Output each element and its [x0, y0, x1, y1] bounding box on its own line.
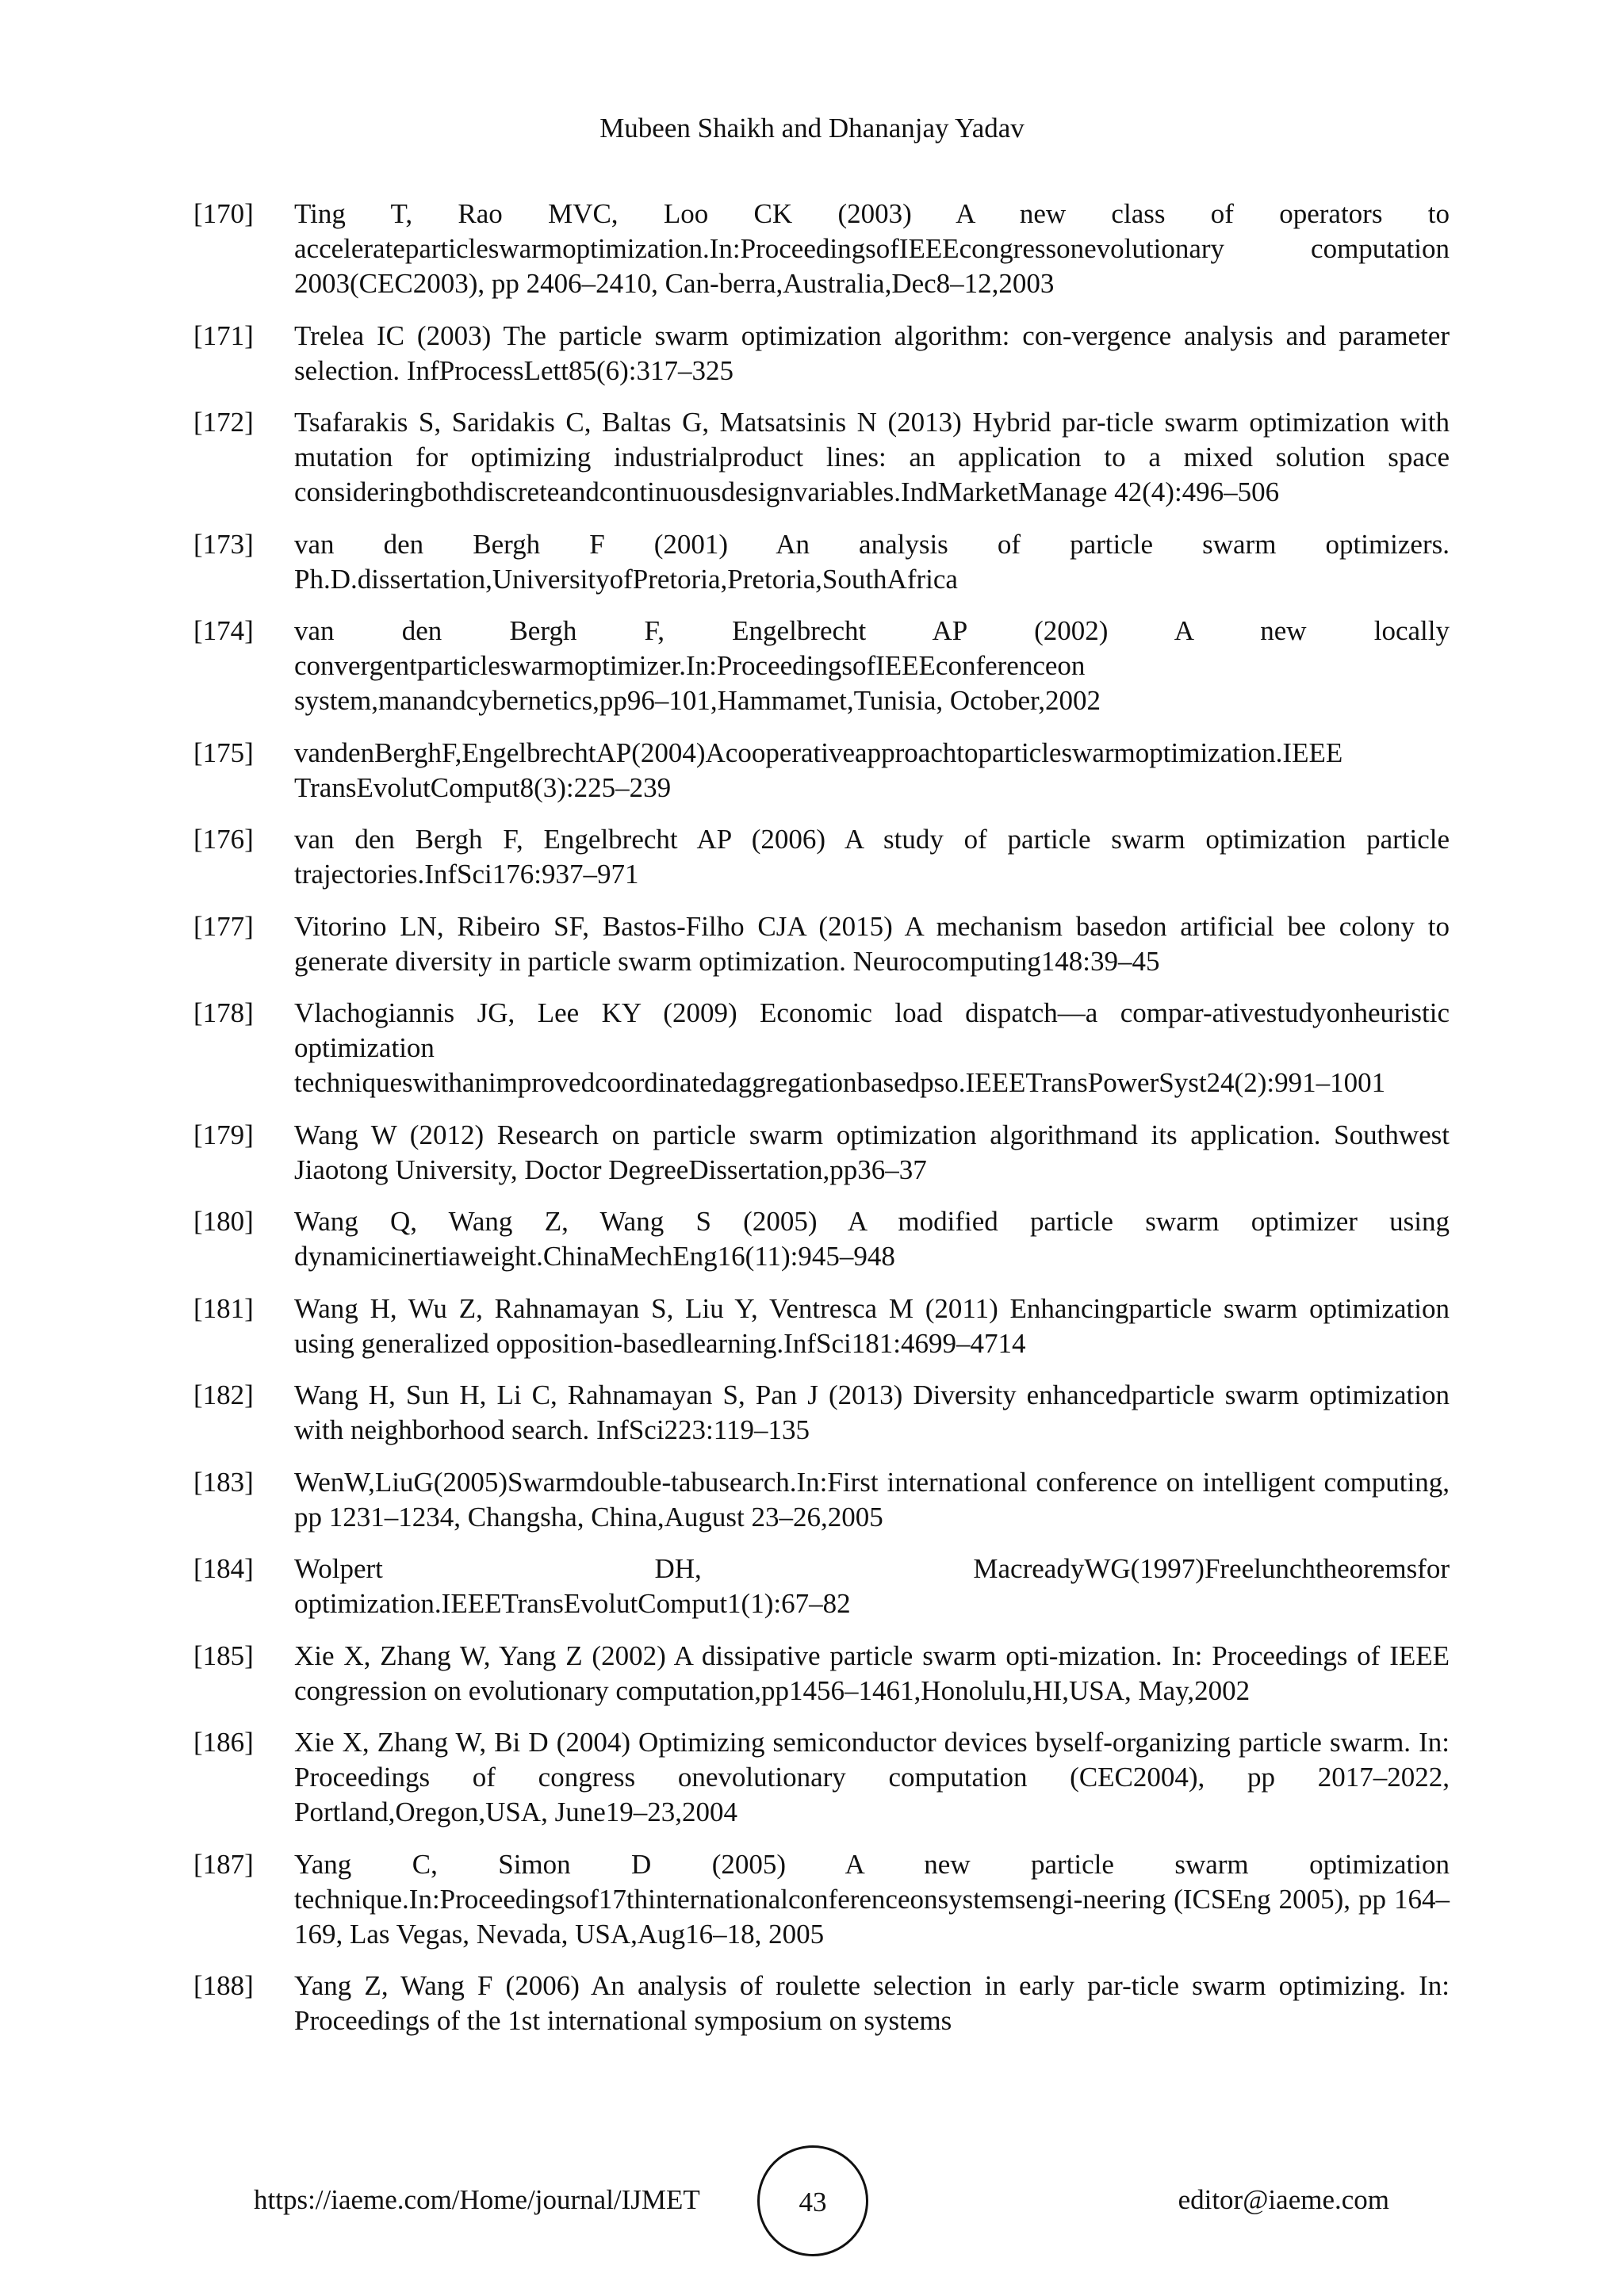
reference-text: Xie X, Zhang W, Bi D (2004) Optimizing semiconductor devices byself-organizing particle swarm. In: Proceedings of congress onevolutionary computation (CEC2004), pp 2017–2022, Portland,Oregon,USA, June19–23,2004: [294, 1727, 1450, 1827]
reference-number: [182]: [193, 1380, 254, 1410]
reference-text: Wolpert DH, MacreadyWG(1997)Freelunchtheoremsfor optimization.IEEETransEvolutComput1(1):67–82: [294, 1553, 1450, 1619]
reference-number: [178]: [193, 997, 254, 1028]
reference-number: [172]: [193, 407, 254, 438]
page-number: 43: [799, 2187, 827, 2218]
reference-item: [193, 1118, 1450, 1188]
reference-number: [180]: [193, 1206, 254, 1237]
reference-text: Ting T, Rao MVC, Loo CK (2003) A new class of operators to accelerateparticleswarmoptimization.In:ProceedingsofIEEEcongressonevolutionary computation 2003(CEC2003), pp 2406–2410, Can-berra,Australia,Dec8–12,2003: [294, 198, 1450, 299]
reference-number: [170]: [193, 198, 254, 229]
reference-text: Wang W (2012) Research on particle swarm optimization algorithmand its application. Southwest Jiaotong University, Doctor DegreeDissertation,pp36–37: [294, 1119, 1450, 1185]
reference-item: [193, 1292, 1450, 1361]
reference-item: [193, 1969, 1450, 2038]
reference-number: [174]: [193, 615, 254, 646]
reference-text: Xie X, Zhang W, Yang Z (2002) A dissipative particle swarm opti-mization. In: Proceedings of IEEE congression on evolutionary computation,pp1456–1461,Honolulu,HI,USA, May,2002: [294, 1640, 1450, 1706]
reference-item: [193, 1378, 1450, 1448]
running-header: Mubeen Shaikh and Dhananjay Yadav: [599, 113, 1025, 144]
reference-number: [179]: [193, 1119, 254, 1150]
reference-number: [186]: [193, 1727, 254, 1758]
reference-text: Wang Q, Wang Z, Wang S (2005) A modified particle swarm optimizer using dynamicinertiaweight.ChinaMechEng16(11):945–948: [294, 1206, 1450, 1272]
reference-item: [193, 319, 1450, 388]
reference-text: Vlachogiannis JG, Lee KY (2009) Economic load dispatch—a compar-ativestudyonheuristic optimization techniqueswithanimprovedcoordinatedaggregationbasedpso.IEEETransPowerSyst24(2):991–1001: [294, 997, 1450, 1098]
reference-item: [193, 1204, 1450, 1274]
page-footer: [0, 2145, 1624, 2256]
reference-text: Tsafarakis S, Saridakis C, Baltas G, Matsatsinis N (2013) Hybrid par-ticle swarm optimization with mutation for optimizing industrialproduct lines: an application to a mixed solution space consideringbothdiscreteandcontinuousdesignvariables.IndMarketManage 42(4):496–506: [294, 407, 1450, 507]
reference-number: [173]: [193, 528, 254, 560]
reference-item: [193, 822, 1450, 892]
reference-item: [193, 405, 1450, 510]
reference-number: [185]: [193, 1640, 254, 1671]
reference-text: Yang C, Simon D (2005) A new particle swarm optimization technique.In:Proceedingsof17thinternationalconferenceonsystemsengi-neering (ICSEng 2005), pp 164–169, Las Vegas, Nevada, USA,Aug16–18, 2005: [294, 1848, 1450, 1950]
reference-number: [171]: [193, 320, 254, 351]
reference-item: [193, 736, 1450, 806]
reference-text: WenW,LiuG(2005)Swarmdouble-tabusearch.In:First international conference on intelligent computing, pp 1231–1234, Changsha, China,August 23–26,2005: [294, 1466, 1450, 1533]
reference-item: [193, 1847, 1450, 1952]
reference-item: [193, 1639, 1450, 1709]
reference-text: van den Bergh F, Engelbrecht AP (2006) A study of particle swarm optimization particle trajectories.InfSci176:937–971: [294, 824, 1450, 890]
reference-text: Trelea IC (2003) The particle swarm optimization algorithm: con-vergence analysis and parameter selection. InfProcessLett85(6):317–325: [294, 320, 1450, 386]
reference-item: [193, 614, 1450, 718]
reference-list: [193, 197, 1450, 2056]
reference-text: van den Bergh F, Engelbrecht AP (2002) A new locally convergentparticleswarmoptimizer.In:ProceedingsofIEEEconferenceon system,manandcybernetics,pp96–101,Hammamet,Tunisia, October,2002: [294, 615, 1450, 716]
reference-item: [193, 197, 1450, 301]
reference-number: [188]: [193, 1970, 254, 2001]
reference-item: [193, 527, 1450, 597]
reference-item: [193, 996, 1450, 1100]
reference-item: [193, 1725, 1450, 1830]
reference-number: [175]: [193, 737, 254, 768]
reference-item: [193, 1552, 1450, 1621]
reference-item: [193, 909, 1450, 979]
editor-email[interactable]: editor@iaeme.com: [1178, 2184, 1389, 2215]
page-number-circle: [757, 2145, 868, 2256]
reference-text: Vitorino LN, Ribeiro SF, Bastos-Filho CJA (2015) A mechanism basedon artificial bee colony to generate diversity in particle swarm optimization. Neurocomputing148:39–45: [294, 910, 1450, 977]
reference-item: [193, 1465, 1450, 1535]
reference-text: Yang Z, Wang F (2006) An analysis of roulette selection in early par-ticle swarm optimizing. In: Proceedings of the 1st international symposium on systems: [294, 1970, 1450, 2036]
reference-number: [184]: [193, 1553, 254, 1584]
journal-url[interactable]: https://iaeme.com/Home/journal/IJMET: [254, 2184, 700, 2215]
reference-text: Wang H, Wu Z, Rahnamayan S, Liu Y, Ventresca M (2011) Enhancingparticle swarm optimization using generalized opposition-basedlearning.InfSci181:4699–4714: [294, 1292, 1450, 1359]
reference-number: [181]: [193, 1292, 254, 1324]
reference-number: [187]: [193, 1848, 254, 1880]
reference-text: vandenBerghF,EngelbrechtAP(2004)Acooperativeapproachtoparticleswarmoptimization.IEEE TransEvolutComput8(3):225–239: [294, 737, 1343, 803]
reference-text: van den Bergh F (2001) An analysis of particle swarm optimizers. Ph.D.dissertation,UniversityofPretoria,Pretoria,SouthAfrica: [294, 528, 1450, 595]
reference-text: Wang H, Sun H, Li C, Rahnamayan S, Pan J (2013) Diversity enhancedparticle swarm optimization with neighborhood search. InfSci223:119–135: [294, 1380, 1450, 1445]
reference-number: [183]: [193, 1466, 254, 1498]
reference-number: [177]: [193, 910, 254, 942]
reference-number: [176]: [193, 824, 254, 855]
